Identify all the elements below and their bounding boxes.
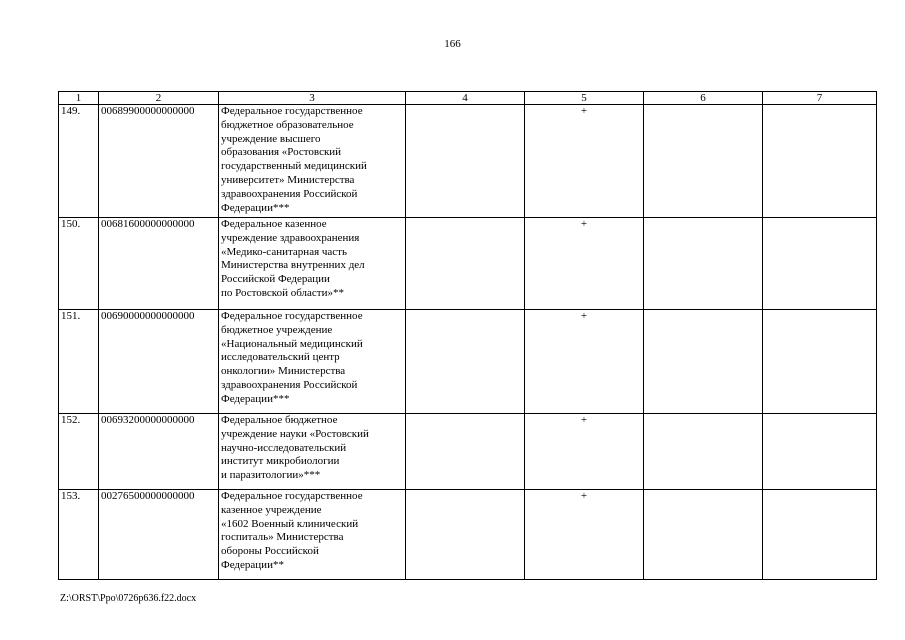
row-number-cell: 152.: [59, 414, 99, 490]
row-name-line: по Ростовской области»**: [221, 286, 345, 299]
row-name-line: «1602 Военный клинический: [221, 517, 359, 530]
header-col-2: 2: [99, 92, 219, 105]
page-number: 166: [444, 38, 461, 50]
row-code-cell: 00276500000000000: [99, 490, 219, 580]
row-col5-cell: +: [525, 414, 644, 490]
row-code-cell: 00681600000000000: [99, 218, 219, 310]
row-col6-cell: [644, 218, 763, 310]
row-name-line: Федерации***: [221, 392, 290, 405]
row-number-cell: 149.: [59, 105, 99, 218]
row-name-line: «Национальный медицинский: [221, 337, 363, 350]
row-name-line: Федеральное бюджетное: [221, 414, 338, 426]
row-col5-cell: +: [525, 218, 644, 310]
table-body: [59, 105, 877, 580]
row-col7-cell: [763, 490, 877, 580]
header-col-4: 4: [406, 92, 525, 105]
row-col6-cell: [644, 490, 763, 580]
row-name-line: исследовательский центр: [221, 351, 340, 364]
row-name-line: Министерства внутренних дел: [221, 259, 365, 272]
row-number-cell: 153.: [59, 490, 99, 580]
row-name-cell: [219, 310, 406, 414]
row-col4-cell: [406, 105, 525, 218]
header-col-5: 5: [525, 92, 644, 105]
row-name-line: Федеральное государственное: [221, 490, 363, 502]
row-name-cell: [219, 218, 406, 310]
row-name-line: учреждение здравоохранения: [221, 231, 360, 244]
table-header: [59, 92, 877, 105]
row-col7-cell: [763, 105, 877, 218]
row-col7-cell: [763, 414, 877, 490]
row-code-cell: 00693200000000000: [99, 414, 219, 490]
row-name-line: онкологии» Министерства: [221, 365, 346, 378]
row-col6-cell: [644, 414, 763, 490]
row-col7-cell: [763, 310, 877, 414]
row-name-line: здравоохранения Российской: [221, 378, 358, 391]
row-col4-cell: [406, 310, 525, 414]
row-col6-cell: [644, 310, 763, 414]
header-col-6: 6: [644, 92, 763, 105]
row-name-line: Российской Федерации: [221, 273, 330, 286]
row-name-line: здравоохранения Российской: [221, 187, 358, 200]
row-col7-cell: [763, 218, 877, 310]
header-col-3: 3: [219, 92, 406, 105]
table-row: [59, 414, 877, 490]
row-col5-cell: +: [525, 490, 644, 580]
row-name-cell: [219, 414, 406, 490]
row-name-line: бюджетное образовательное: [221, 118, 354, 131]
row-name-line: учреждение науки «Ростовский: [221, 427, 369, 440]
row-name-line: Федерации***: [221, 201, 290, 214]
table-row: [59, 218, 877, 310]
registry-table: [58, 91, 877, 580]
row-col6-cell: [644, 105, 763, 218]
row-name-line: образования «Ростовский: [221, 146, 342, 159]
table-row: [59, 310, 877, 414]
row-name-line: «Медико-санитарная часть: [221, 245, 348, 258]
row-col5-cell: +: [525, 105, 644, 218]
row-name-cell: [219, 105, 406, 218]
row-name-line: казенное учреждение: [221, 503, 322, 516]
row-col5-cell: +: [525, 310, 644, 414]
row-name-line: научно-исследовательский: [221, 441, 347, 454]
row-name-line: и паразитологии»***: [221, 469, 321, 482]
row-name-line: обороны Российской: [221, 545, 319, 558]
row-name-line: госпиталь» Министерства: [221, 531, 344, 544]
row-code-cell: 00689900000000000: [99, 105, 219, 218]
row-name-line: бюджетное учреждение: [221, 323, 333, 336]
row-code-cell: 00690000000000000: [99, 310, 219, 414]
header-col-7: 7: [763, 92, 877, 105]
row-col4-cell: [406, 218, 525, 310]
row-name-line: Федеральное казенное: [221, 218, 327, 230]
row-name-line: Федеральное государственное: [221, 105, 363, 117]
table-row: [59, 490, 877, 580]
header-row: [59, 92, 877, 105]
row-name-line: Федеральное государственное: [221, 310, 363, 322]
row-col4-cell: [406, 490, 525, 580]
row-name-line: Федерации**: [221, 558, 284, 571]
row-col4-cell: [406, 414, 525, 490]
table-row: [59, 105, 877, 218]
footer-file-path: Z:\ORST\Ppo\0726p636.f22.docx: [60, 593, 197, 604]
row-number-cell: 150.: [59, 218, 99, 310]
row-name-cell: [219, 490, 406, 580]
header-col-1: 1: [59, 92, 99, 105]
row-number-cell: 151.: [59, 310, 99, 414]
row-name-line: университет» Министерства: [221, 173, 355, 186]
row-name-line: государственный медицинский: [221, 160, 367, 173]
row-name-line: институт микробиологии: [221, 455, 340, 468]
row-name-line: учреждение высшего: [221, 132, 321, 145]
